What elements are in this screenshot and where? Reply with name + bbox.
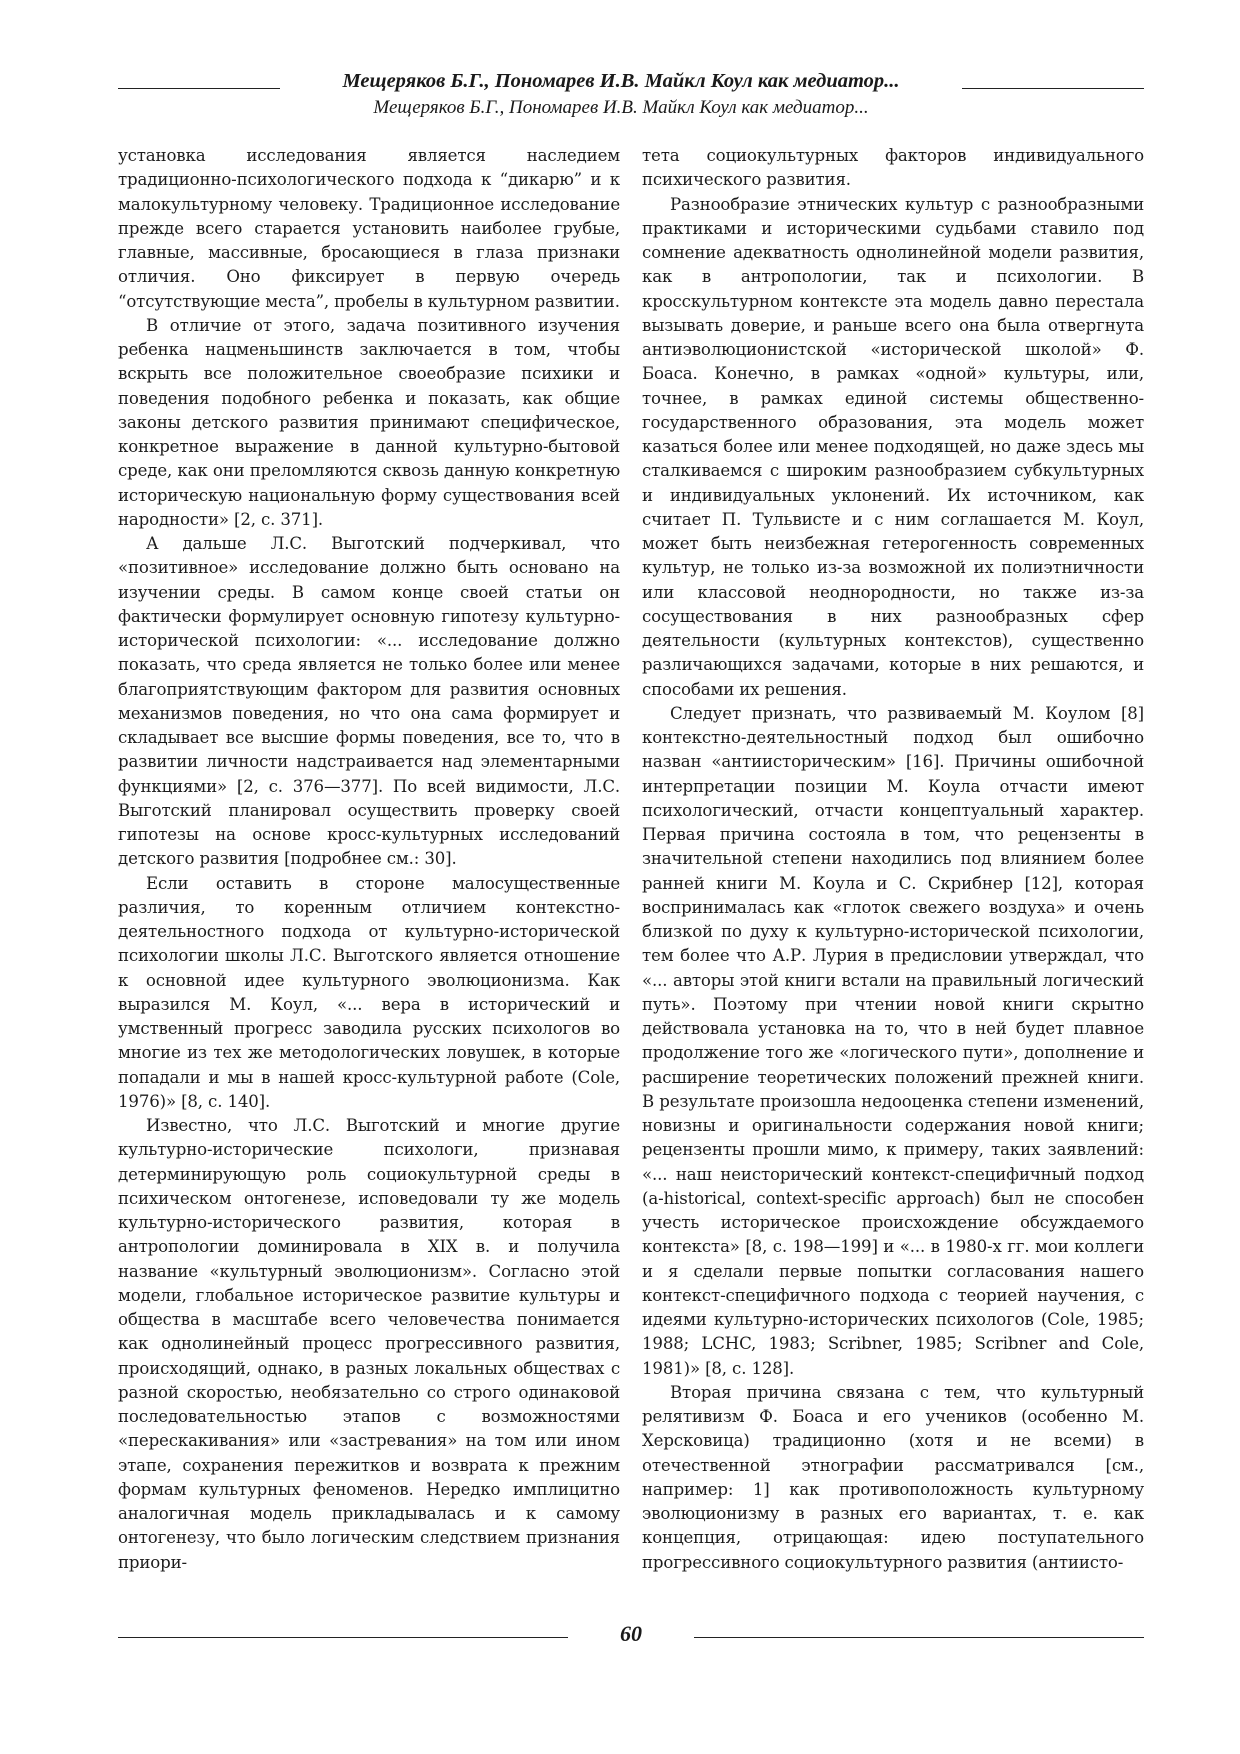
running-header-title: Мещеряков Б.Г., Пономарев И.В. Майкл Коул как медиатор...	[342, 70, 900, 92]
paragraph: Следует признать, что развиваемый М. Коулом [8] контекстно-деятельностный подход был ошибочно назван «антиисторическим» [16]. Причины ошибочной интерпретации позиции М. Коула отчасти имеют психологический, отчасти концептуальный характер. Первая причина состояла в том, что рецензенты в значительной степени находились под влиянием более ранней книги М. Коула и С. Скрибнер [12], которая воспринималась как «глоток свежего воздуха» и очень близкой по духу к культурно-исторической психологии, тем более что А.Р. Лурия в предисловии утверждал, что «... авторы этой книги встали на правильный логический путь». Поэтому при чтении новой книги скрытно действовала установка на то, что в ней будет плавное продолжение того же «логического пути», дополнение и расширение теоретических положений прежней книги. В результате произошла недооценка степени изменений, новизны и оригинальности содержания новой книги; рецензенты прошли мимо, к примеру, таких заявлений: «... наш неисторический контекст-специфичный подход (a-historical, context-specific approach) был не способен учесть историческое происхождение обсуждаемого контекста» [8, с. 198—199] и «... в 1980-х гг. мои коллеги и я сделали первые попытки согласования нашего контекст-специфичного подхода с теорией научения, с идеями культурно-исторических психологов (Cole, 1985; 1988; LCHC, 1983; Scribner, 1985; Scribner and Cole, 1981)» [8, с. 128].	[642, 703, 1144, 1378]
page-number: 60	[620, 1621, 642, 1646]
running-header-subtitle: Мещеряков Б.Г., Пономарев И.В. Майкл Коул как медиатор...	[373, 97, 869, 118]
paragraph: В отличие от этого, задача позитивного изучения ребенка нацменьшинств заключается в том, чтобы вскрыть все положительное своеобразие психики и поведения подобного ребенка и показать, как общие законы детского развития принимают специфическое, конкретное выражение в данной культурно-бытовой среде, как они преломляются сквозь данную конкретную историческую национальную форму существования всей народности» [2, с. 371].	[118, 315, 620, 529]
left-column	[118, 144, 620, 1575]
paragraph: установка исследования является наследием традиционно-психологического подхода к “дикарю” и к малокультурному человеку. Традиционное исследование прежде всего старается установить наиболее грубые, главные, массивные, бросающиеся в глаза признаки отличия. Оно фиксирует в первую очередь “отсутствующие места”, пробелы в культурном развитии.	[118, 146, 620, 311]
footer-rule-right	[694, 1637, 1144, 1638]
right-column	[642, 144, 1144, 1575]
header-rule-left	[118, 88, 280, 89]
paragraph: Известно, что Л.С. Выготский и многие другие культурно-исторические психологи, признавая детерминирующую роль социокультурной среды в психическом онтогенезе, исповедовали ту же модель культурно-исторического развития, которая в антропологии доминировала в XIX в. и получила название «культурный эволюционизм». Согласно этой модели, глобальное историческое развитие культуры и общества в масштабе всего человечества понимается как однолинейный процесс прогрессивного развития, происходящий, однако, в разных локальных обществах с разной скоростью, необязательно со строго одинаковой последовательностью этапов с возможностями «перескакивания» или «застревания» на том или ином этапе, сохранения пережитков и возврата к прежним формам культурных феноменов. Нередко имплицитно аналогичная модель прикладывалась и к самому онтогенезу, что было логическим следствием признания приори-	[118, 1116, 620, 1572]
footer-rule-left	[118, 1637, 568, 1638]
paragraph: тета социокультурных факторов индивидуального психического развития.	[642, 146, 1144, 190]
paragraph: А дальше Л.С. Выготский подчеркивал, что «позитивное» исследование должно быть основано на изучении среды. В самом конце своей статьи он фактически формулирует основную гипотезу культурно-исторической психологии: «... исследование должно показать, что среда является не только более или менее благоприятствующим фактором для развития основных механизмов поведения, но что она сама формирует и складывает все высшие формы поведения, все то, что в развитии личности надстраивается над элементарными функциями» [2, с. 376—377]. По всей видимости, Л.С. Выготский планировал осуществить проверку своей гипотезы на основе кросс-культурных исследований детского развития [подробнее см.: 30].	[118, 534, 620, 869]
paragraph: Разнообразие этнических культур с разнообразными практиками и историческими судьбами ставило под сомнение адекватность однолинейной модели развития, как в антропологии, так и психологии. В кросскультурном контексте эта модель давно перестала вызывать доверие, и раньше всего она была отвергнута антиэволюционистской «исторической школой» Ф. Боаса. Конечно, в рамках «одной» культуры, или, точнее, в рамках единой системы общественно-государственного образования, эта модель может казаться более или менее подходящей, но даже здесь мы сталкиваемся с широким разнообразием субкультурных и индивидуальных уклонений. Их источником, как считает П. Тульвисте и с ним соглашается М. Коул, может быть неизбежная гетерогенность современных культур, не только из-за возможной их полиэтничности или классовой неоднородности, но также из-за сосуществования в них разнообразных сфер деятельности (культурных контекстов), существенно различающихся задачами, которые в них решаются, и способами их решения.	[642, 194, 1144, 699]
header-rule-right	[962, 88, 1144, 89]
paragraph: Вторая причина связана с тем, что культурный релятивизм Ф. Боаса и его учеников (особенно М. Херсковица) традиционно (хотя и не всеми) в отечественной этнографии рассматривался [см., например: 1] как противоположность культурному эволюционизму в разных его вариантах, т. е. как концепция, отрицающая: идею поступательного прогрессивного социокультурного развития (антиисто-	[642, 1382, 1144, 1572]
paragraph: Если оставить в стороне малосущественные различия, то коренным отличием контекстно-деятельностного подхода от культурно-исторической психологии школы Л.С. Выготского является отношение к основной идее культурного эволюционизма. Как выразился М. Коул, «... вера в исторический и умственный прогресс заводила русских психологов во многие из тех же методологических ловушек, в которые попадали и мы в нашей кросс-культурной работе (Cole, 1976)» [8, с. 140].	[118, 873, 620, 1111]
